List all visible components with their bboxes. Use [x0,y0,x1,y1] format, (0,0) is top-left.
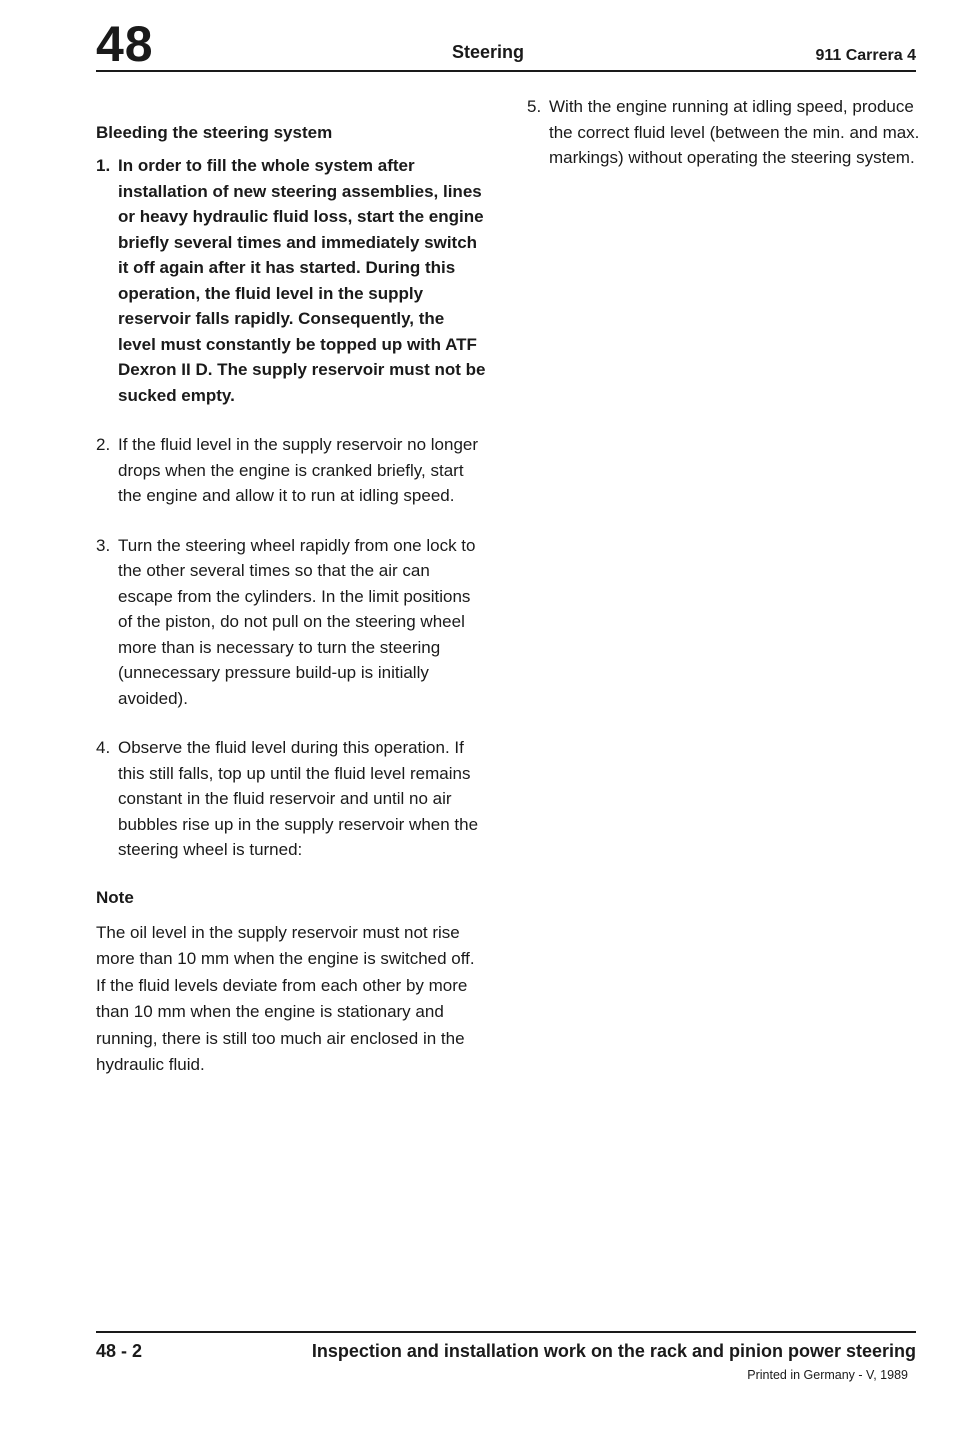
step-text: Observe the fluid level during this operation. If this still falls, top up until the fluid level remains constant in the fluid reservoir and until no air bubbles rise up in the supply reservoir when the steering wheel is turned: [118,738,479,859]
page-number: 48 - 2 [96,1341,143,1361]
step-number: 4. [96,738,111,757]
step-number: 2. [96,435,111,454]
step-item [96,735,486,863]
footer-title: Inspection and installation work on the rack and pinion power steering [311,1341,916,1361]
note-body [96,920,486,1079]
note-title: Note [96,887,134,907]
footer-divider [96,1331,916,1333]
step-number: 5. [527,97,542,116]
header-divider [96,70,916,72]
step-item [96,533,486,712]
section-title: Bleeding the steering system [96,123,333,142]
step-item [96,153,486,408]
note-paragraph: If the fluid levels deviate from each other by more than 10 mm when the engine is stationary and running, there is still too much air enclosed in the hydraulic fluid. [96,975,468,1074]
print-info: Printed in Germany - V, 1989 [747,1368,908,1382]
model-name: 911 Carrera 4 [815,47,916,64]
right-column [527,94,927,195]
note-paragraph: The oil level in the supply reservoir must not rise more than 10 mm when the engine is switched off. [96,922,475,968]
page-title: Steering [452,42,525,62]
step-text: If the fluid level in the supply reservoir no longer drops when the engine is cranked briefly, start the engine and allow it to run at idling speed. [118,435,479,505]
step-item [96,432,486,509]
step-item [527,94,927,171]
step-number: 1. [96,156,111,175]
step-text: In order to fill the whole system after installation of new steering assemblies, lines or heavy hydraulic fluid loss, start the engine briefly several times and immediately switch it off again after it has started. During this operation, the fluid level in the supply reservoir falls rapidly. Consequently, the level must constantly be topped up with ATF Dexron II D. The supply reservoir must not be sucked empty. [118,156,486,405]
step-text: With the engine running at idling speed, produce the correct fluid level (between the min. and max. markings) without operating the steering system. [549,97,920,167]
step-number: 3. [96,535,111,555]
left-column [96,120,486,1079]
step-text: Turn the steering wheel rapidly from one lock to the other several times so that the air can escape from the cylinders. In the limit positions of the piston, do not pull on the steering wheel more than is necessary to turn the steering (unnecessary pressure build-up is initially avoided). [118,535,476,708]
chapter-number: 48 [96,16,154,72]
